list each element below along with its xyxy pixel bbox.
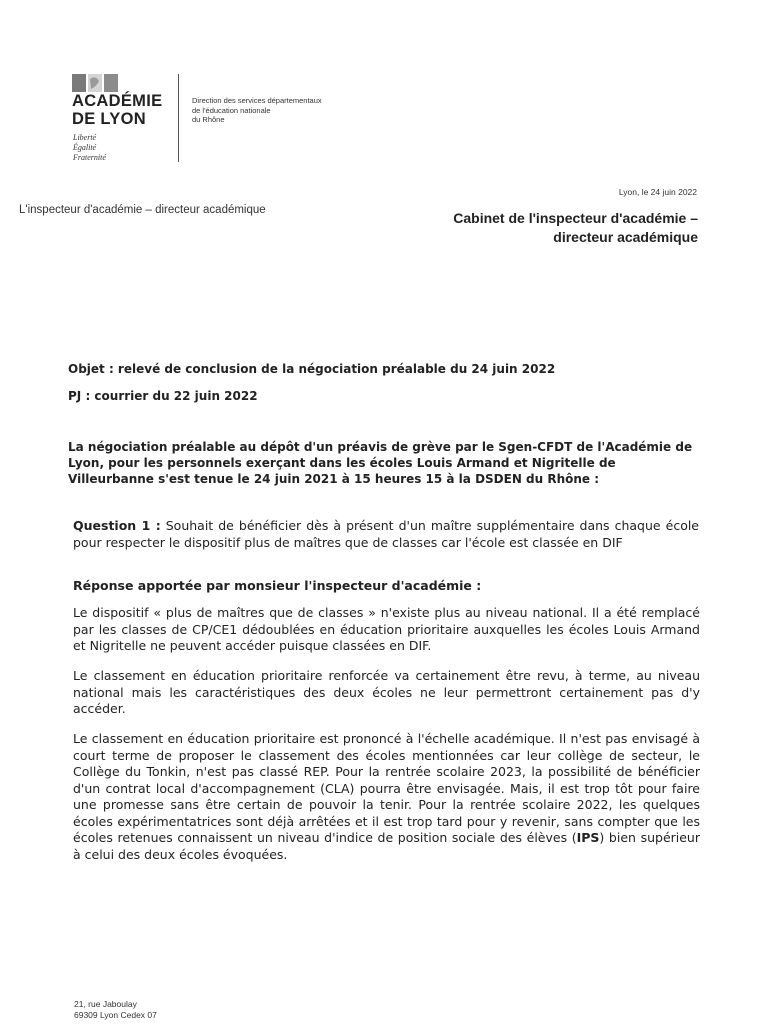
response-heading: Réponse apportée par monsieur l'inspecteur d'académie :: [73, 578, 482, 593]
ips-term: IPS: [576, 830, 600, 845]
marianne-logo-icon: [72, 74, 118, 92]
letter-date: Lyon, le 24 juin 2022: [618, 187, 697, 197]
paragraph-3-text-start: Le classement en éducation prioritaire est prononcé à l'échelle académique. Il n'est pas envisagé à court terme de proposer le classement des écoles mentionnées car leur collège de secteur, le Collège du Tonkin, n'est pas classé REP. Pour la rentrée scolaire 2023, la possibilité de bénéficier d'un contrat local d'accompagnement (CLA) pourra être envisagée. Mais, il est trop tôt pour faire une promesse sans être certain de pouvoir la tenir. Pour la rentrée scolaire 2022, les quelques écoles expérimentatrices sont déjà arrêtées et il est trop tard pour y revenir, sans compter que les écoles retenues connaissent un niveau d'indice de position sociale des élèves (: [73, 731, 700, 845]
academie-logo-title: ACADÉMIE DE LYON: [72, 92, 163, 128]
sender-label: L'inspecteur d'académie – directeur académique: [19, 204, 266, 216]
question-paragraph: [73, 518, 699, 551]
intro-paragraph: La négociation préalable au dépôt d'un préavis de grève par le Sgen-CFDT de l'Académie de Lyon, pour les personnels exerçant dans les écoles Louis Armand et Nigritelle de Villeurbanne s'est tenue le 24 juin 2021 à 15 heures 15 à la DSDEN du Rhône :: [68, 440, 693, 486]
logo-divider: [178, 74, 179, 162]
subject-line: Objet : relevé de conclusion de la négociation préalable du 24 juin 2022: [68, 362, 556, 376]
response-paragraph-2: Le classement en éducation prioritaire renforcée va certainement être revu, à terme, au niveau national mais les caractéristiques des deux écoles ne leur permettront certainement pas d'y accéder.: [73, 668, 700, 716]
response-paragraph-3: [73, 731, 700, 863]
direction-label: Direction des services départementaux de l'éducation nationale du Rhône: [192, 96, 322, 124]
question-text: Souhait de bénéficier dès à présent d'un maître supplémentaire dans chaque école pour respecter le dispositif plus de maîtres que de classes car l'école est classée en DIF: [73, 518, 699, 550]
paragraph-3-text-end: ) bien supérieur à celui des deux écoles évoquées.: [73, 830, 700, 862]
cabinet-heading: Cabinet de l'inspecteur d'académie – directeur académique: [453, 210, 698, 245]
question-label: Question 1 :: [73, 518, 161, 533]
footer-address: 21, rue Jaboulay 69309 Lyon Cedex 07: [74, 999, 157, 1020]
response-paragraph-1: Le dispositif « plus de maîtres que de classes » n'existe plus au niveau national. Il a été remplacé par les classes de CP/CE1 dédoublées en éducation prioritaire auxquelles les écoles Louis Armand et Nigritelle ne peuvent accéder puisque classées en DIF.: [73, 605, 700, 653]
republic-motto: Liberté Égalité Fraternité: [73, 133, 106, 162]
attachment-line: PJ : courrier du 22 juin 2022: [68, 389, 258, 403]
